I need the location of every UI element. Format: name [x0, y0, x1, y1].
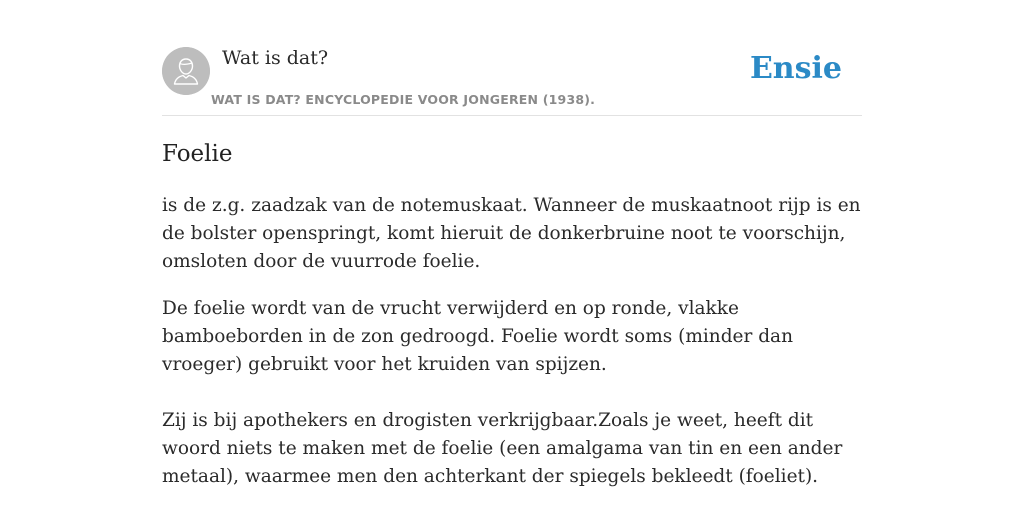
source-subtitle: WAT IS DAT? ENCYCLOPEDIE VOOR JONGEREN (1938).	[211, 92, 596, 107]
article-title: Foelie	[162, 141, 233, 167]
brand-logo[interactable]: Ensie	[749, 51, 842, 86]
article-header	[162, 0, 862, 116]
user-avatar-icon[interactable]	[162, 47, 210, 95]
article-paragraph: is de z.g. zaadzak van de notemuskaat. Wanneer de muskaatnoot rijp is en de bolster openspringt, komt hieruit de donkerbruine noot te voorschijn, omsloten door de vuurrode foelie.	[162, 195, 861, 272]
source-name[interactable]: Wat is dat?	[222, 47, 329, 69]
article-paragraph: De foelie wordt van de vrucht verwijderd en op ronde, vlakke bamboeborden in de zon gedroogd. Foelie wordt soms (minder dan vroeger) gebruikt voor het kruiden van spijzen.	[162, 298, 794, 375]
article-paragraph: Zij is bij apothekers en drogisten verkrijgbaar.Zoals je weet, heeft dit woord niets te maken met de foelie (een amalgama van tin en een ander metaal), waarmee men den achterkant der spiegels bekleedt (foeliet).	[162, 410, 843, 487]
article-container	[162, 0, 862, 487]
